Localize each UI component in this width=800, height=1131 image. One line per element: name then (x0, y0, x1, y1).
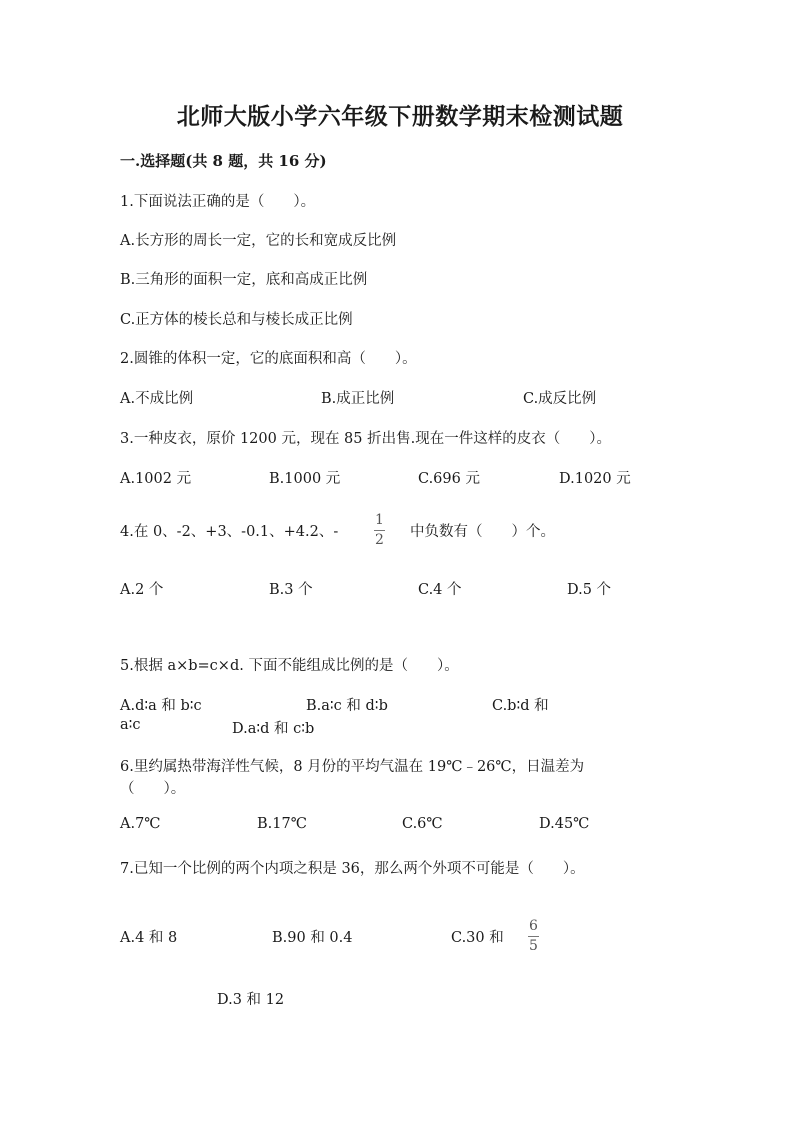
question-3-option-b[interactable]: B.1000 元 (269, 471, 341, 487)
question-7-option-d[interactable]: D.3 和 12 (217, 992, 285, 1008)
fraction-denominator: 5 (529, 938, 538, 954)
question-7-option-a[interactable]: A.4 和 8 (120, 930, 178, 946)
question-2-option-a[interactable]: A.不成比例 (120, 391, 194, 407)
question-7-option-b[interactable]: B.90 和 0.4 (272, 930, 353, 946)
question-2-option-c[interactable]: C.成反比例 (523, 391, 597, 407)
question-3-option-c[interactable]: C.696 元 (418, 471, 480, 487)
question-6-stem-line-2: （ ）。 (120, 781, 186, 797)
question-2-option-b[interactable]: B.成正比例 (321, 391, 395, 407)
fraction-denominator: 2 (375, 532, 384, 548)
question-4-option-a[interactable]: A.2 个 (120, 582, 164, 598)
question-4-option-c[interactable]: C.4 个 (418, 582, 462, 598)
question-4-stem-pre: 4.在 0、-2、+3、-0.1、+4.2、- (120, 524, 339, 540)
question-4-stem-post: 中负数有（ ）个。 (410, 524, 555, 540)
question-6-stem-line-1: 6.里约属热带海洋性气候，8 月份的平均气温在 19℃﹣26℃，日温差为 (120, 759, 585, 775)
section-heading: 一.选择题(共 8 题，共 16 分) (120, 152, 327, 170)
question-6-option-d[interactable]: D.45℃ (539, 816, 590, 832)
question-1-stem: 1.下面说法正确的是（ ）。 (120, 194, 316, 210)
question-7-option-c[interactable]: C.30 和 (451, 930, 504, 946)
question-5-option-b[interactable]: B.a∶c 和 d∶b (306, 698, 388, 714)
question-5-option-d[interactable]: D.a∶d 和 c∶b (232, 721, 315, 737)
page-title: 北师大版小学六年级下册数学期末检测试题 (176, 103, 624, 130)
question-6-option-a[interactable]: A.7℃ (120, 816, 161, 832)
question-4-option-b[interactable]: B.3 个 (269, 582, 313, 598)
question-3-option-a[interactable]: A.1002 元 (120, 471, 192, 487)
fraction-bar (374, 530, 385, 531)
question-2-stem: 2.圆锥的体积一定，它的底面积和高（ ）。 (120, 351, 417, 367)
question-6-option-c[interactable]: C.6℃ (402, 816, 443, 832)
question-3-stem: 3.一种皮衣，原价 1200 元，现在 85 折出售.现在一件这样的皮衣（ ）。 (120, 431, 611, 447)
question-5-stem: 5.根据 a×b=c×d. 下面不能组成比例的是（ ）。 (120, 658, 459, 674)
question-1-option-a[interactable]: A.长方形的周长一定，它的长和宽成反比例 (120, 233, 397, 249)
fraction-numerator: 6 (529, 918, 538, 934)
question-5-option-c-continued[interactable]: a∶c (120, 717, 141, 733)
question-7-fraction (528, 919, 539, 953)
question-1-option-b[interactable]: B.三角形的面积一定，底和高成正比例 (120, 272, 368, 288)
question-4-option-d[interactable]: D.5 个 (567, 582, 612, 598)
question-7-stem: 7.已知一个比例的两个内项之积是 36，那么两个外项不可能是（ ）。 (120, 861, 585, 877)
question-4-fraction (374, 513, 385, 547)
question-1-option-c[interactable]: C.正方体的棱长总和与棱长成正比例 (120, 312, 353, 328)
question-6-option-b[interactable]: B.17℃ (257, 816, 307, 832)
fraction-numerator: 1 (375, 512, 384, 528)
question-5-option-a[interactable]: A.d∶a 和 b∶c (120, 698, 202, 714)
fraction-bar (528, 936, 539, 937)
question-5-option-c[interactable]: C.b∶d 和 (492, 698, 549, 714)
question-3-option-d[interactable]: D.1020 元 (559, 471, 631, 487)
